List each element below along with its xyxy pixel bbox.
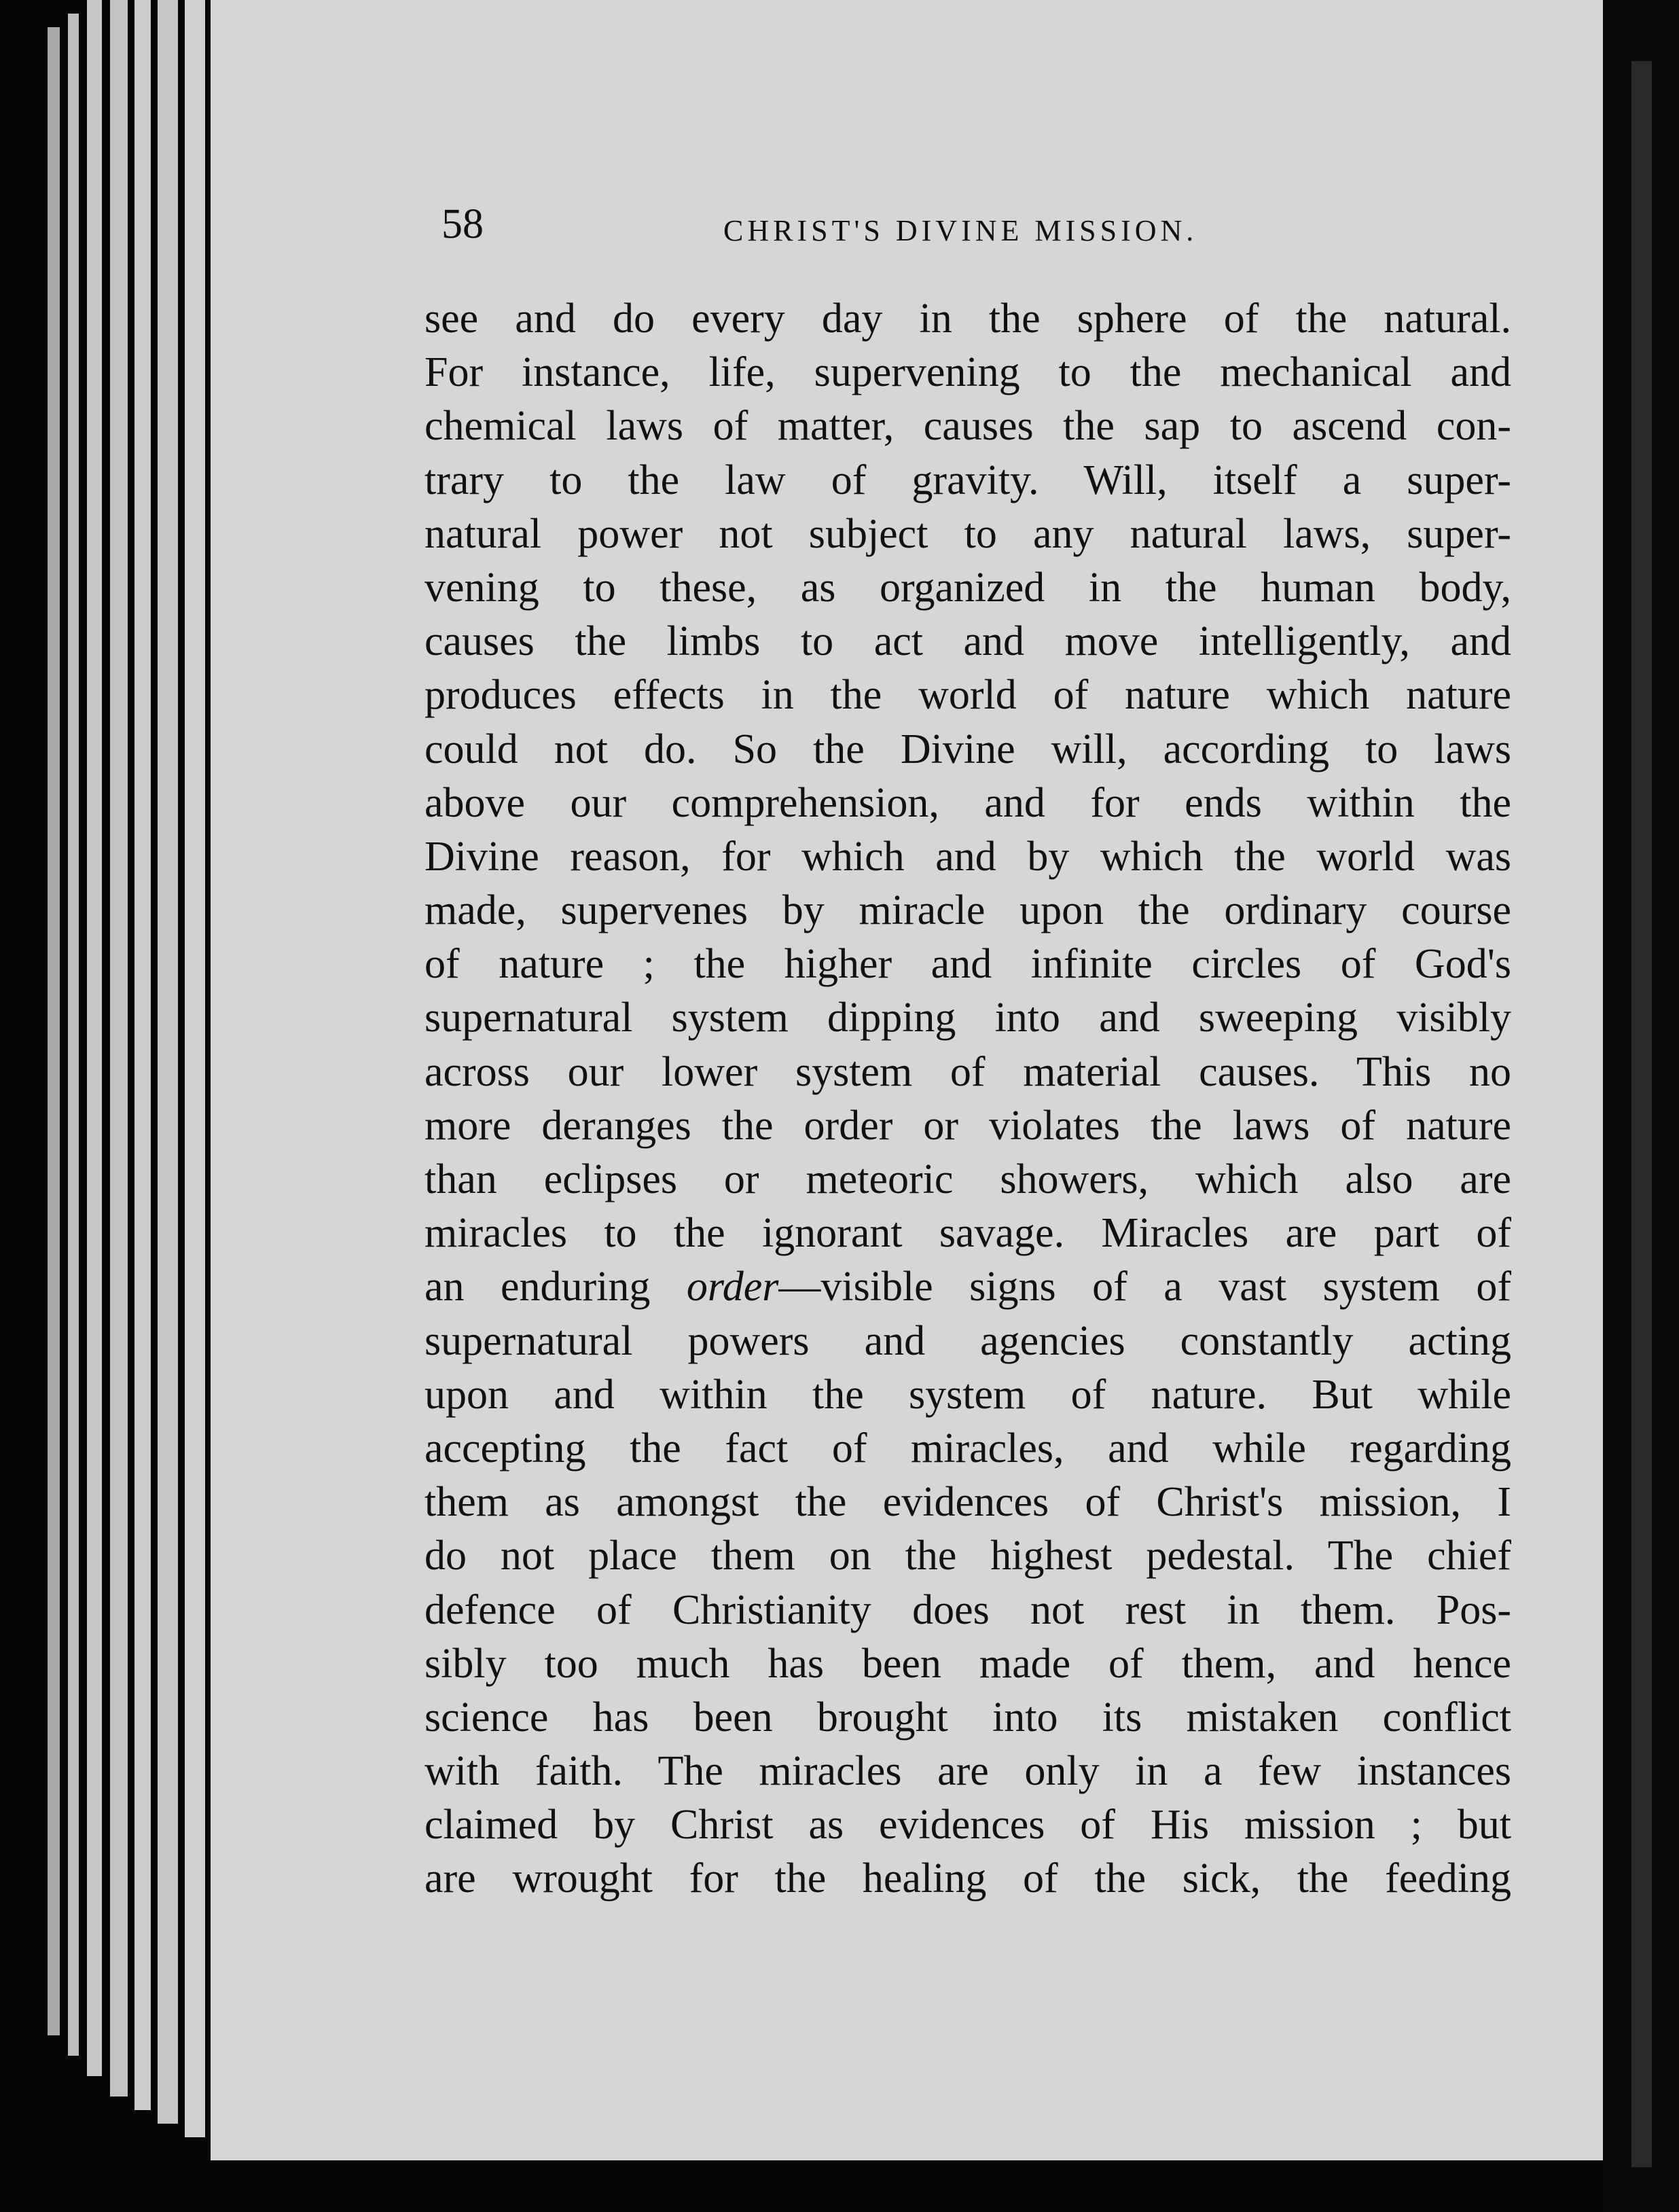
text-line: sibly too much has been made of them, and hence (425, 1640, 1511, 1687)
body-text (425, 292, 1511, 1906)
text-line: are wrought for the healing of the sick, the feeding (425, 1855, 1511, 1902)
text-line: made, supervenes by miracle upon the ordinary course (425, 887, 1511, 934)
text-line: trary to the law of gravity. Will, itself a super- (425, 457, 1511, 503)
text-line: could not do. So the Divine will, according to laws (425, 726, 1511, 772)
text-line: accepting the fact of miracles, and while regarding (425, 1425, 1511, 1471)
page-edge (48, 27, 60, 2035)
text-line: science has been brought into its mistaken conflict (425, 1694, 1511, 1741)
page-edge (87, 0, 102, 2076)
text-line: supernatural system dipping into and sweeping visibly (425, 995, 1511, 1041)
text-line: vening to these, as organized in the human body, (425, 564, 1511, 611)
page-edge (68, 14, 79, 2056)
text-line: see and do every day in the sphere of the natural. (425, 296, 1511, 342)
text-line: with faith. The miracles are only in a few instances (425, 1748, 1511, 1795)
text-line: miracles to the ignorant savage. Miracles are part of (425, 1210, 1511, 1257)
text-line: than eclipses or meteoric showers, which also are (425, 1156, 1511, 1202)
page-edge (158, 0, 178, 2124)
text-line: more deranges the order or violates the laws of nature (425, 1102, 1511, 1149)
text-line: them as amongst the evidences of Christ's mission, I (425, 1479, 1511, 1526)
text-line: supernatural powers and agencies constantly acting (425, 1317, 1511, 1364)
text-line: do not place them on the highest pedestal. The chief (425, 1533, 1511, 1580)
text-line: claimed by Christ as evidences of His mission ; but (425, 1802, 1511, 1849)
running-head (441, 197, 1501, 258)
text-line: of nature ; the higher and infinite circles of God's (425, 941, 1511, 988)
running-head-title: CHRIST'S DIVINE MISSION. (723, 214, 1198, 247)
facing-page-edge (1631, 61, 1652, 2167)
italic-word: order (686, 1264, 779, 1310)
text-line: across our lower system of material causes. This no (425, 1048, 1511, 1095)
text-line: causes the limbs to act and move intelligently, and (425, 618, 1511, 665)
page-edge (134, 0, 151, 2110)
text-line: produces effects in the world of nature which nature (425, 672, 1511, 719)
page-edge (185, 0, 205, 2137)
text-line: above our comprehension, and for ends within the (425, 779, 1511, 826)
text-line: For instance, life, supervening to the mechanical and (425, 349, 1511, 396)
text-line: Divine reason, for which and by which the world was (425, 833, 1511, 880)
page-number: 58 (441, 201, 484, 247)
text-line: an enduring order—visible signs of a vast system of (425, 1264, 1511, 1310)
book-spine-shadow (1603, 0, 1679, 2212)
text-line: chemical laws of matter, causes the sap to ascend con- (425, 403, 1511, 450)
text-line: defence of Christianity does not rest in them. Pos- (425, 1586, 1511, 1633)
page-edge (110, 0, 128, 2097)
text-line: upon and within the system of nature. But while (425, 1371, 1511, 1418)
text-line: natural power not subject to any natural laws, super- (425, 510, 1511, 557)
